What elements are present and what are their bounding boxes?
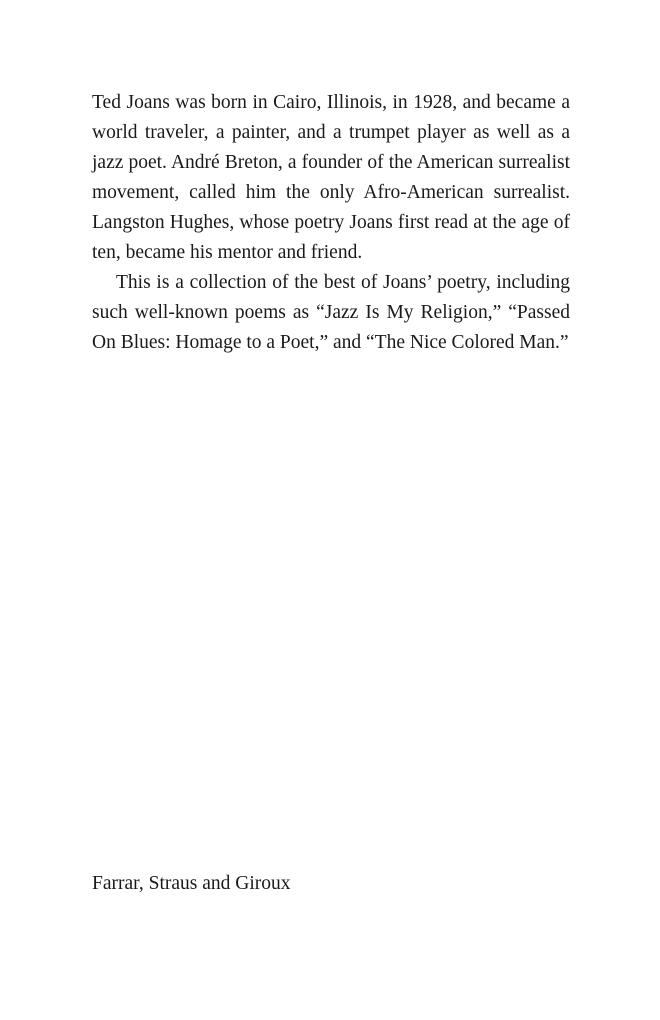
collection-paragraph: This is a collection of the best of Joans’ poetry, including such well-known poems as “Jazz Is My Religion,” “Passed On Blues: Homage to a Poet,” and “The Nice Colored Man.” (92, 272, 570, 353)
publisher-name: Farrar, Straus and Giroux (92, 873, 291, 894)
bio-paragraph: Ted Joans was born in Cairo, Illinois, in 1928, and became a world traveler, a painter, and a trumpet player as well as a jazz poet. André Breton, a founder of the American surrealist movement, called him the only Afro-American surrealist. Langston Hughes, whose poetry Joans first read at the age of ten, became his mentor and friend. (92, 92, 570, 263)
description-text (92, 88, 570, 358)
